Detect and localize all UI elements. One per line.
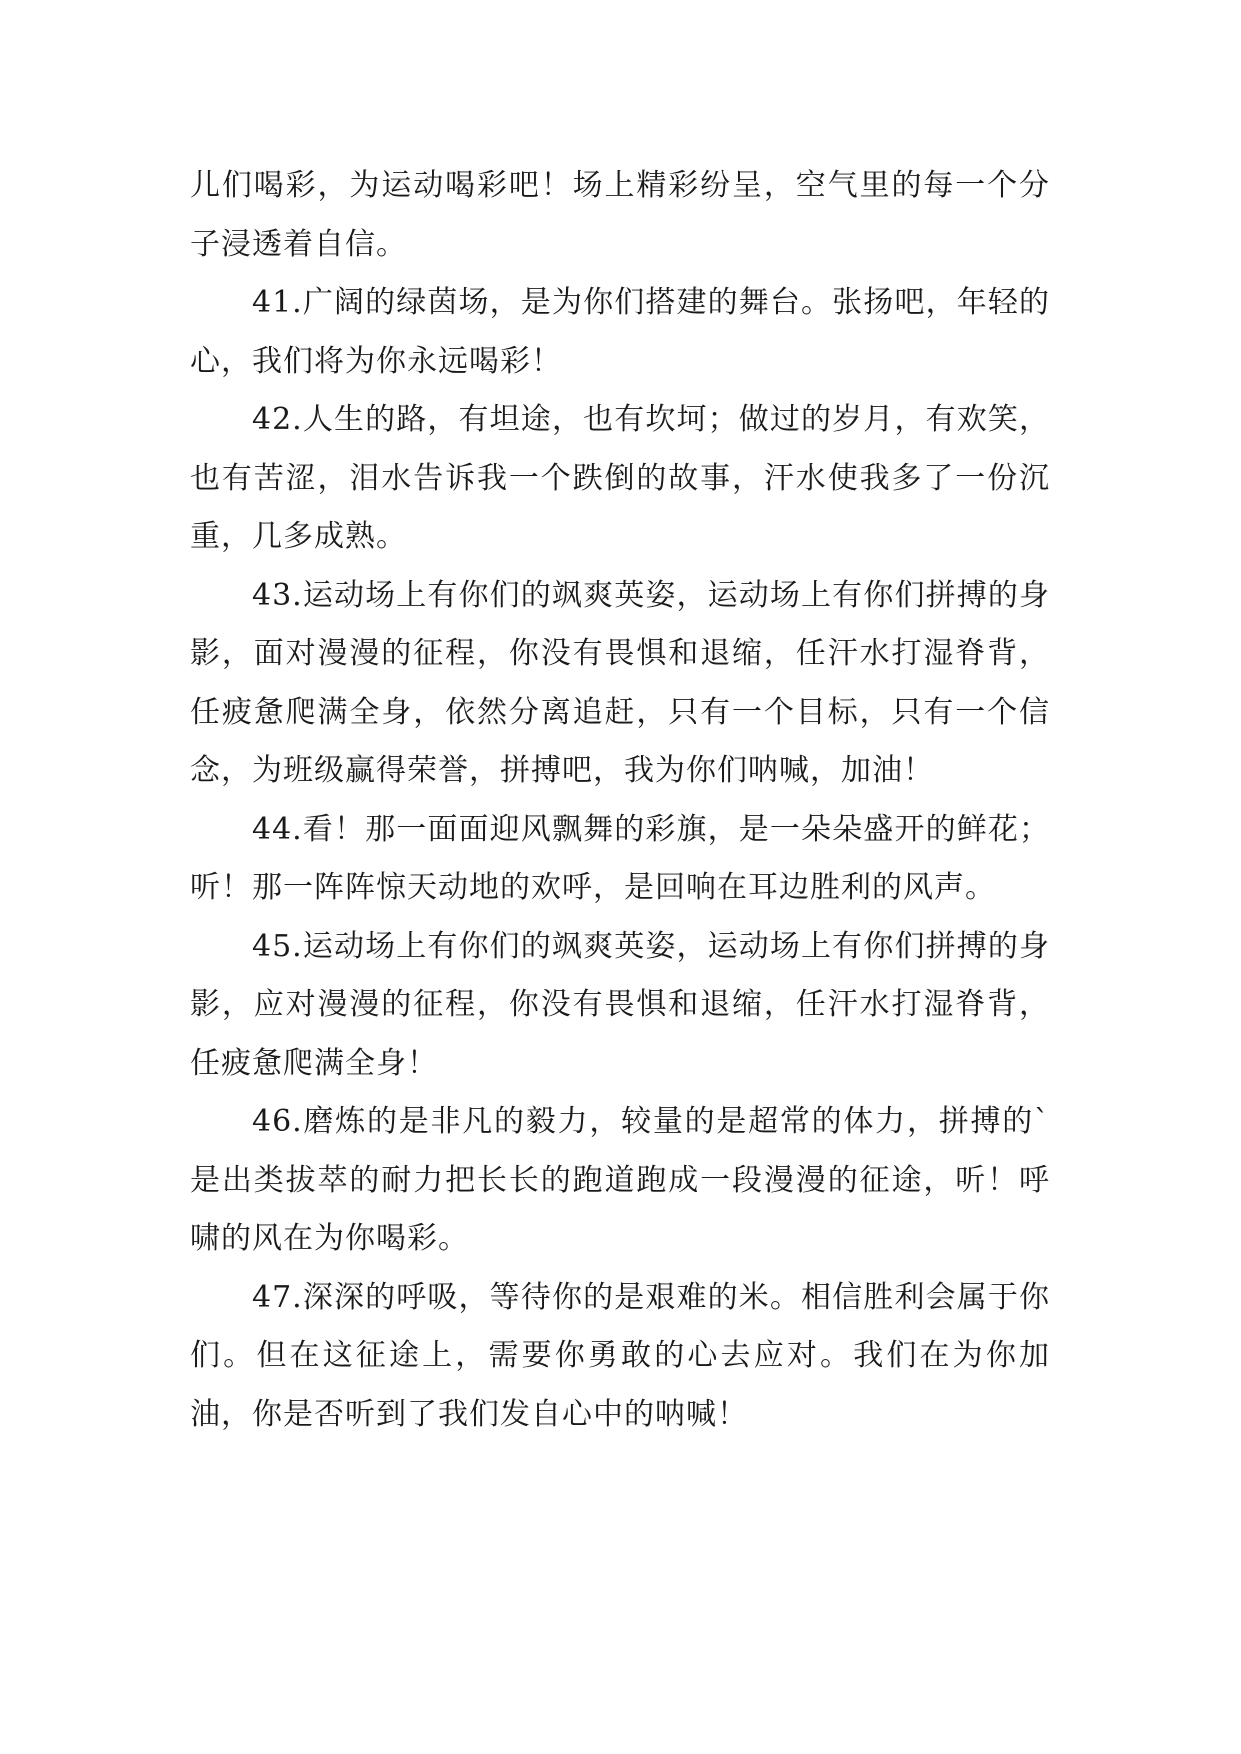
paragraph-continuation: 儿们喝彩，为运动喝彩吧！场上精彩纷呈，空气里的每一个分子浸透着自信。 <box>190 168 1050 262</box>
paragraph-47: 47.深深的呼吸，等待你的是艰难的米。相信胜利会属于你们。但在这征途上，需要你勇敢的心去应对。我们在为你加油，你是否听到了我们发自心中的呐喊！ <box>190 1279 1050 1432</box>
paragraph-46: 46.磨炼的是非凡的毅力，较量的是超常的体力，拼搏的`是出类拔萃的耐力把长长的跑道跑成一段漫漫的征途，听！呼啸的风在为你喝彩。 <box>190 1104 1050 1256</box>
paragraph-44: 44.看！那一面面迎风飘舞的彩旗，是一朵朵盛开的鲜花；听！那一阵阵惊天动地的欢呼，是回响在耳边胜利的风声。 <box>190 811 1050 905</box>
document-page <box>190 157 1050 1444</box>
paragraph-42: 42.人生的路，有坦途，也有坎坷；做过的岁月，有欢笑，也有苦涩，泪水告诉我一个跌倒的故事，汗水使我多了一份沉重，几多成熟。 <box>190 402 1050 554</box>
paragraph-45: 45.运动场上有你们的飒爽英姿，运动场上有你们拼搏的身影，应对漫漫的征程，你没有畏惧和退缩，任汗水打湿脊背，任疲惫爬满全身！ <box>190 928 1050 1081</box>
paragraph-43: 43.运动场上有你们的飒爽英姿，运动场上有你们拼搏的身影，面对漫漫的征程，你没有畏惧和退缩，任汗水打湿脊背，任疲惫爬满全身，依然分离追赶，只有一个目标，只有一个信念，为班级赢得荣誉，拼搏吧，我为你们呐喊，加油！ <box>190 577 1050 788</box>
paragraph-41: 41.广阔的绿茵场，是为你们搭建的舞台。张扬吧，年轻的心，我们将为你永远喝彩！ <box>190 285 1050 379</box>
